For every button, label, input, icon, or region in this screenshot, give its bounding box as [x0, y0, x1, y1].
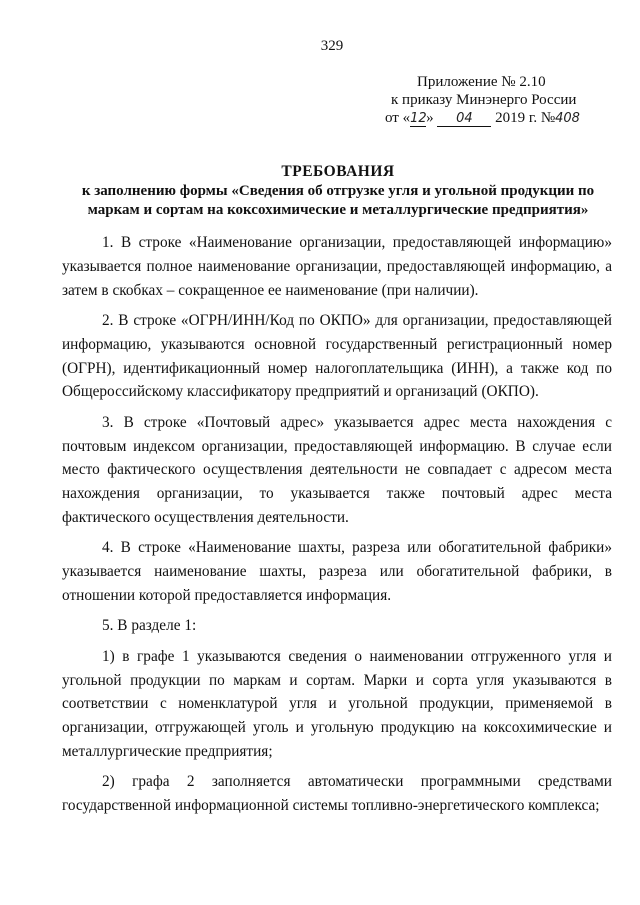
handwritten-month: 04	[437, 112, 491, 127]
date-quote-close: »	[426, 110, 434, 126]
heading-subtitle-line-2: маркам и сортам на коксохимические и металлургические предприятия»	[87, 202, 589, 218]
handwritten-order-number: 408	[555, 111, 580, 126]
date-year: 2019 г. №	[495, 110, 556, 126]
paragraph-5-item-1: 1) в графе 1 указываются сведения о наименовании отгруженного угля и угольной продукции по маркам и сортам. Марки и сорта угля указываются в соответствии с номенклатурой угля и угольной продукции, применяемой в организации, отгружающей уголь и угольную продукцию на коксохимические и металлургические предприятия;	[62, 647, 612, 760]
date-prefix: от «	[385, 110, 411, 126]
page-number: 329	[320, 38, 344, 54]
appendix-title: Приложение № 2.10	[417, 74, 546, 90]
document-heading	[60, 162, 616, 220]
document-body	[62, 231, 612, 824]
heading-title: ТРЕБОВАНИЯ	[281, 163, 395, 180]
paragraph-5-item-2: 2) графа 2 заполняется автоматически программными средствами государственной информационной системы топливно-энергетического комплекса;	[62, 773, 612, 815]
appendix-block	[385, 73, 625, 127]
heading-subtitle-line-1: к заполнению формы «Сведения об отгрузке угля и угольной продукции по	[81, 183, 595, 199]
handwritten-day: 12	[410, 111, 427, 126]
paragraph-5: 5. В разделе 1:	[102, 617, 197, 635]
paragraph-1: 1. В строке «Наименование организации, предоставляющей информацию» указывается полное наименование организации, предоставляющей информацию, а затем в скобках – сокращенное ее наименование (при наличии).	[62, 234, 612, 299]
paragraph-4: 4. В строке «Наименование шахты, разреза или обогатительной фабрики» указывается наименование шахты, разреза или обогатительной фабрики, в отношении которой предоставляется информация.	[62, 539, 612, 604]
paragraph-2: 2. В строке «ОГРН/ИНН/Код по ОКПО» для организации, предоставляющей информацию, указываются основной государственный регистрационный номер (ОГРН), идентификационный номер налогоплательщика (ИНН), а также код по Общероссийскому классификатору предприятий и организаций (ОКПО).	[62, 311, 612, 401]
appendix-order-reference: к приказу Минэнерго России	[391, 92, 577, 108]
paragraph-3: 3. В строке «Почтовый адрес» указывается адрес места нахождения с почтовым индексом организации, предоставляющей информацию. В случае если место фактического осуществления деятельности не совпадает с адресом места нахождения организации, то указывается также почтовый адрес места фактического осуществления деятельности.	[62, 413, 612, 526]
appendix-date-line	[385, 109, 625, 127]
